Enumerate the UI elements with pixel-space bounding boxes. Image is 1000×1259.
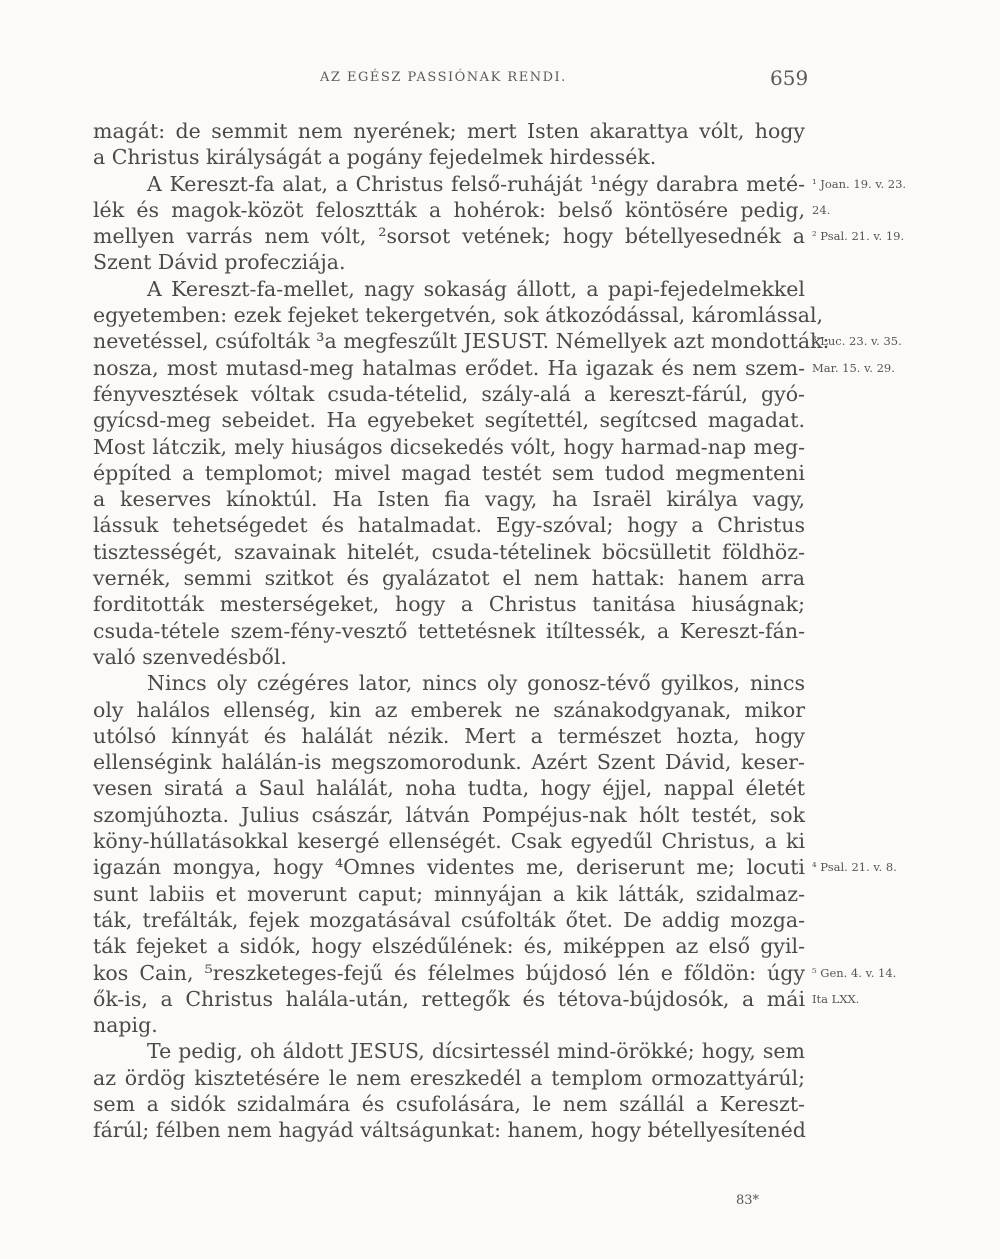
margin-note: ¹ Joan. 19. v. 23. — [812, 176, 907, 191]
text-line: mellyen varrás nem vólt, ²sorsot vetének; hogy bétellyesednék a — [93, 224, 805, 249]
text-line: oly halálos ellenség, kin az emberek ne szánakodgyanak, mikor — [93, 697, 805, 722]
text-line: ták fejeket a sidók, hogy elszédűlének: és, miképpen az első gyil- — [93, 934, 805, 959]
margin-note: ² Psal. 21. v. 19. — [812, 229, 905, 244]
text-line: forditották mesterségeket, hogy a Christus tanitása hiuságnak; — [93, 592, 805, 617]
text-line: lék és magok-közöt felosztták a hohérok: belső köntösére pedig, — [93, 197, 805, 222]
margin-note: ⁵ Gen. 4. v. 14. — [812, 965, 897, 980]
text-line: gyícsd-meg sebeidet. Ha egyebeket segítettél, segítcsed magadat. — [93, 408, 805, 433]
page-number: 659 — [770, 66, 809, 90]
text-line: sem a sidók szidalmára és csufolására, le nem szállál a Kereszt- — [93, 1091, 805, 1116]
text-line: utólsó kínnyát és halálát nézik. Mert a természet hozta, hogy — [93, 723, 805, 748]
text-line: vernék, semmi szitkot és gyalázatot el nem hattak: hanem arra — [93, 566, 805, 591]
text-line: fényvesztések vóltak csuda-tételid, szály-alá a kereszt-fárúl, gyó- — [93, 381, 805, 406]
text-line: tisztességét, szavainak hitelét, csuda-tételinek böcsülletit földhöz- — [93, 539, 805, 564]
text-line: igazán mongya, hogy ⁴Omnes videntes me, deriserunt me; locuti — [93, 855, 805, 880]
text-line: lássuk tehetségedet és hatalmadat. Egy-szóval; hogy a Christus — [93, 513, 805, 538]
text-line: a keserves kínoktúl. Ha Isten fia vagy, ha Israël királya vagy, — [93, 487, 805, 512]
signature-mark: 83* — [736, 1193, 760, 1208]
text-line: sunt labiis et moverunt caput; minnyájan a kik látták, szidalmaz- — [93, 881, 805, 906]
margin-note: ⁴ Psal. 21. v. 8. — [812, 860, 897, 875]
text-line: éppíted a templomot; mivel magad testét sem tudod megmenteni — [93, 460, 805, 485]
margin-note: 24. — [812, 202, 831, 217]
text-line: fárúl; félben nem hagyád váltságunkat: hanem, hogy bétellyesítenéd — [93, 1118, 806, 1143]
text-line: Te pedig, oh áldott JESUS, dícsirtessél mind-örökké; hogy, sem — [147, 1039, 805, 1064]
margin-note: Ita LXX. — [812, 991, 860, 1006]
margin-note: ³ Luc. 23. v. 35. — [812, 334, 902, 349]
text-line: nosza, most mutasd-meg hatalmas erődet. Ha igazak és nem szem- — [93, 355, 805, 380]
text-line: ták, trefálták, fejek mozgatásával csúfolták őtet. De addig mozga- — [93, 907, 805, 932]
text-line: napig. — [93, 1013, 158, 1038]
text-line: A Kereszt-fa alat, a Christus felső-ruháját ¹négy darabra meté- — [147, 171, 805, 196]
text-line: Szent Dávid profecziája. — [93, 250, 346, 275]
text-line: ők-is, a Christus halála-után, rettegők és tétova-bújdosók, a mái — [93, 986, 805, 1011]
text-line: A Kereszt-fa-mellet, nagy sokaság állott, a papi-fejedelmekkel — [147, 276, 805, 301]
text-line: szomjúhozta. Julius császár, látván Pompéjus-nak hólt testét, sok — [93, 802, 805, 827]
text-line: Nincs oly czégéres lator, nincs oly gonosz-tévő gyilkos, nincs — [147, 671, 805, 696]
text-line: vesen siratá a Saul halálát, noha tudta, hogy éjjel, nappal életét — [93, 776, 805, 801]
text-line: csuda-tétele szem-fény-vesztő tettetésnek itíltessék, a Kereszt-fán- — [93, 618, 805, 643]
running-title: AZ EGÉSZ PASSIÓNAK RENDI. — [320, 70, 567, 85]
text-line: az ördög kisztetésére le nem ereszkedél a templom ormozattyárúl; — [93, 1065, 805, 1090]
text-line: egyetemben: ezek fejeket tekergetvén, sok átkozódással, káromlással, — [93, 303, 824, 328]
margin-note: Mar. 15. v. 29. — [812, 360, 895, 375]
text-line: kos Cain, ⁵reszketeges-fejű és félelmes bújdosó lén e főldön: úgy — [93, 960, 805, 985]
text-line: nevetéssel, csúfolták ³a megfeszűlt JESUST. Némellyek azt mondották: — [93, 329, 830, 354]
text-line: köny-húllatásokkal kesergé ellenségét. Csak egyedűl Christus, a ki — [93, 829, 805, 854]
text-line: Most látczik, mely hiuságos dicsekedés vólt, hogy harmad-nap meg- — [93, 434, 805, 459]
text-line: ellenségink halálán-is megszomorodunk. Azért Szent Dávid, keser- — [93, 750, 805, 775]
text-line: a Christus királyságát a pogány fejedelmek hirdessék. — [93, 145, 657, 170]
text-line: való szenvedésből. — [93, 644, 287, 669]
text-line: magát: de semmit nem nyerének; mert Isten akarattya vólt, hogy — [93, 119, 805, 143]
